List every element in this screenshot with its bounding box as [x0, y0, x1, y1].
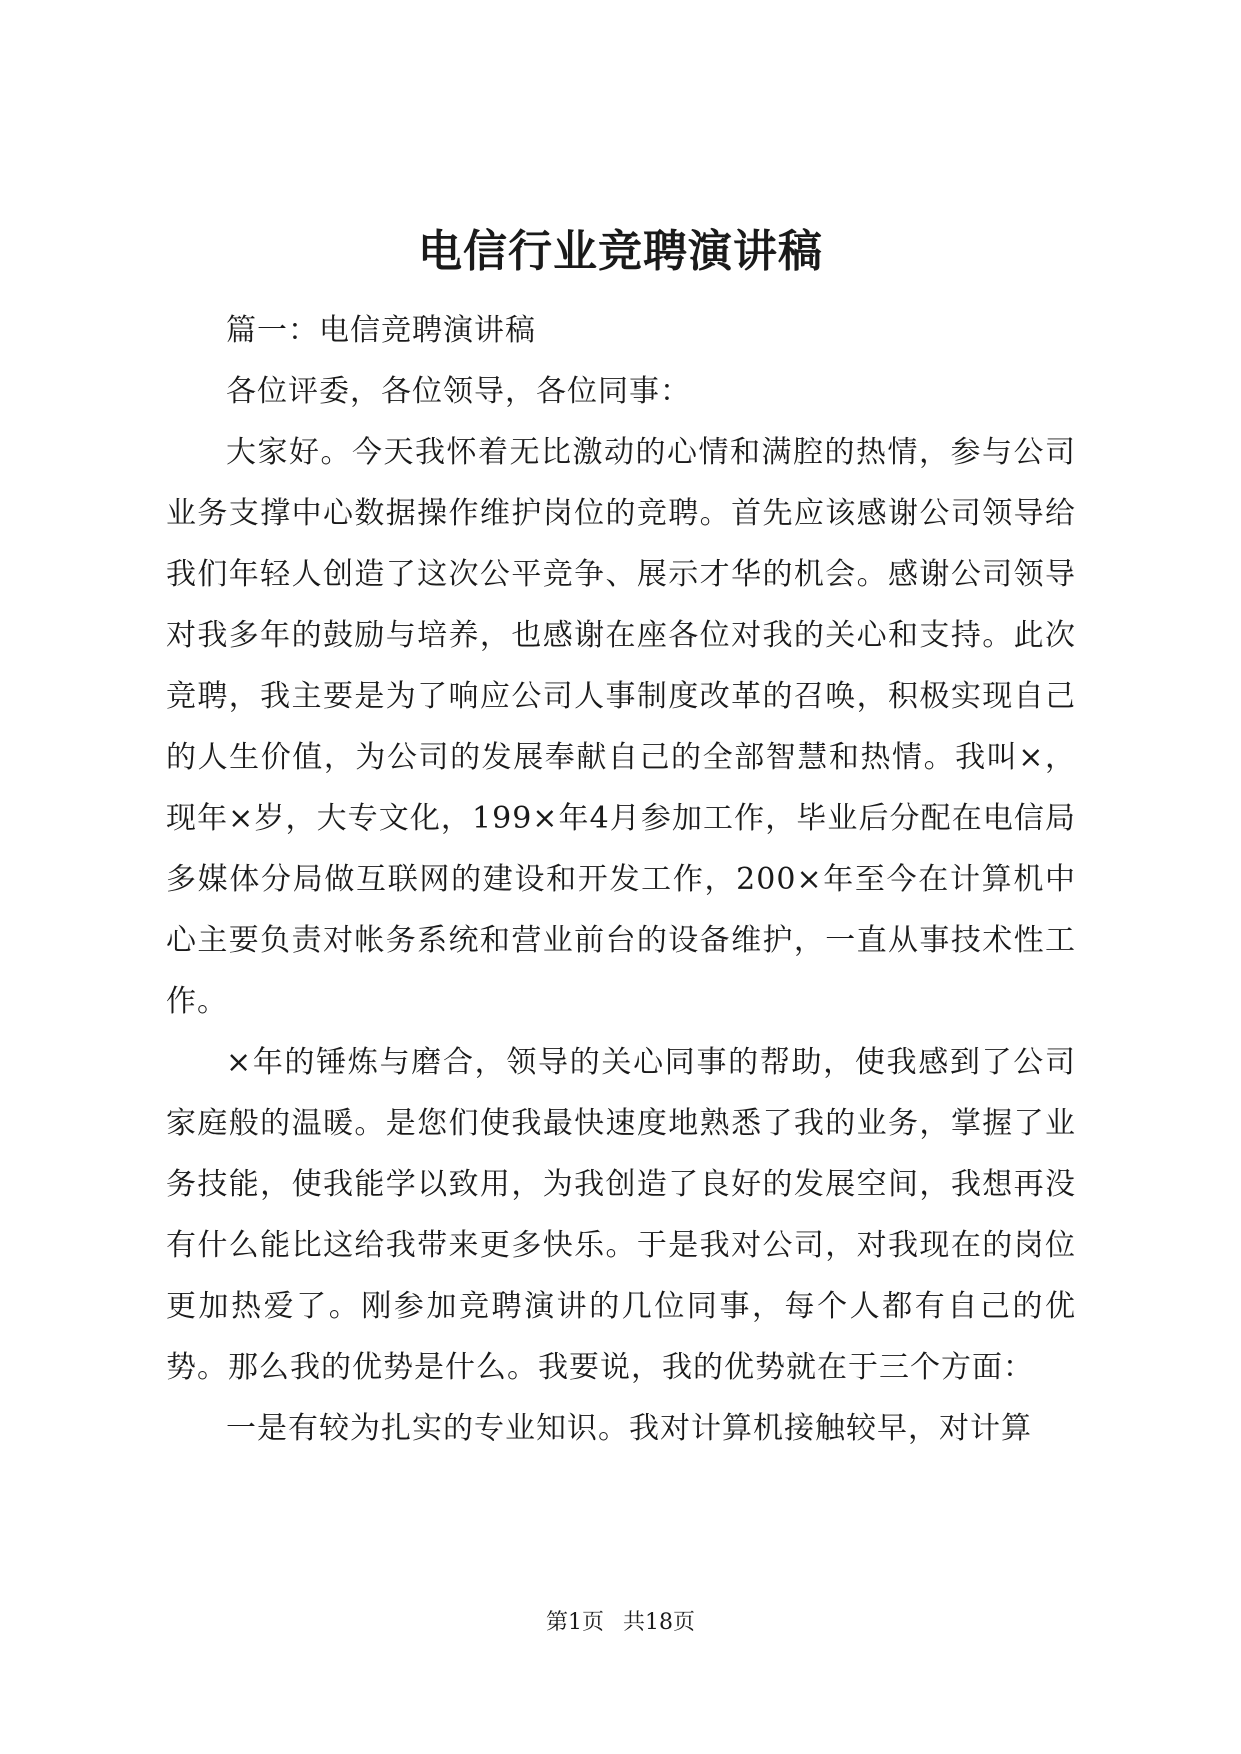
document-title: 电信行业竞聘演讲稿: [418, 226, 823, 277]
document-body: [166, 300, 1076, 1459]
paragraph-introduction: 大家好。今天我怀着无比激动的心情和满腔的热情，参与公司业务支撑中心数据操作维护岗位的竞聘。首先应该感谢公司领导给我们年轻人创造了这次公平竞争、展示才华的机会。感谢公司领导对我多年的鼓励与培养，也感谢在座各位对我的关心和支持。此次竞聘，我主要是为了响应公司人事制度改革的召唤，积极实现自己的人生价值，为公司的发展奉献自己的全部智慧和热情。我叫×，现年×岁，大专文化，199×年4月参加工作，毕业后分配在电信局多媒体分局做互联网的建设和开发工作，200×年至今在计算机中心主要负责对帐务系统和营业前台的设备维护，一直从事技术性工作。: [166, 435, 1076, 1019]
paragraph-section-heading: 篇一：电信竞聘演讲稿: [226, 313, 536, 348]
paragraph-experience: ×年的锤炼与磨合，领导的关心同事的帮助，使我感到了公司家庭般的温暖。是您们使我最快速度地熟悉了我的业务，掌握了业务技能，使我能学以致用，为我创造了良好的发展空间，我想再没有什么能比这给我带来更多快乐。于是我对公司，对我现在的岗位更加热爱了。刚参加竞聘演讲的几位同事，每个人都有自己的优势。那么我的优势是什么。我要说，我的优势就在于三个方面：: [166, 1045, 1076, 1385]
page-number: 第1页: [546, 1610, 604, 1635]
page-footer: [0, 1608, 1241, 1638]
page-total: 共18页: [623, 1610, 695, 1635]
paragraph-salutation: 各位评委，各位领导，各位同事：: [226, 374, 691, 409]
paragraph-advantage-one: 一是有较为扎实的专业知识。我对计算机接触较早，对计算: [226, 1411, 1032, 1446]
